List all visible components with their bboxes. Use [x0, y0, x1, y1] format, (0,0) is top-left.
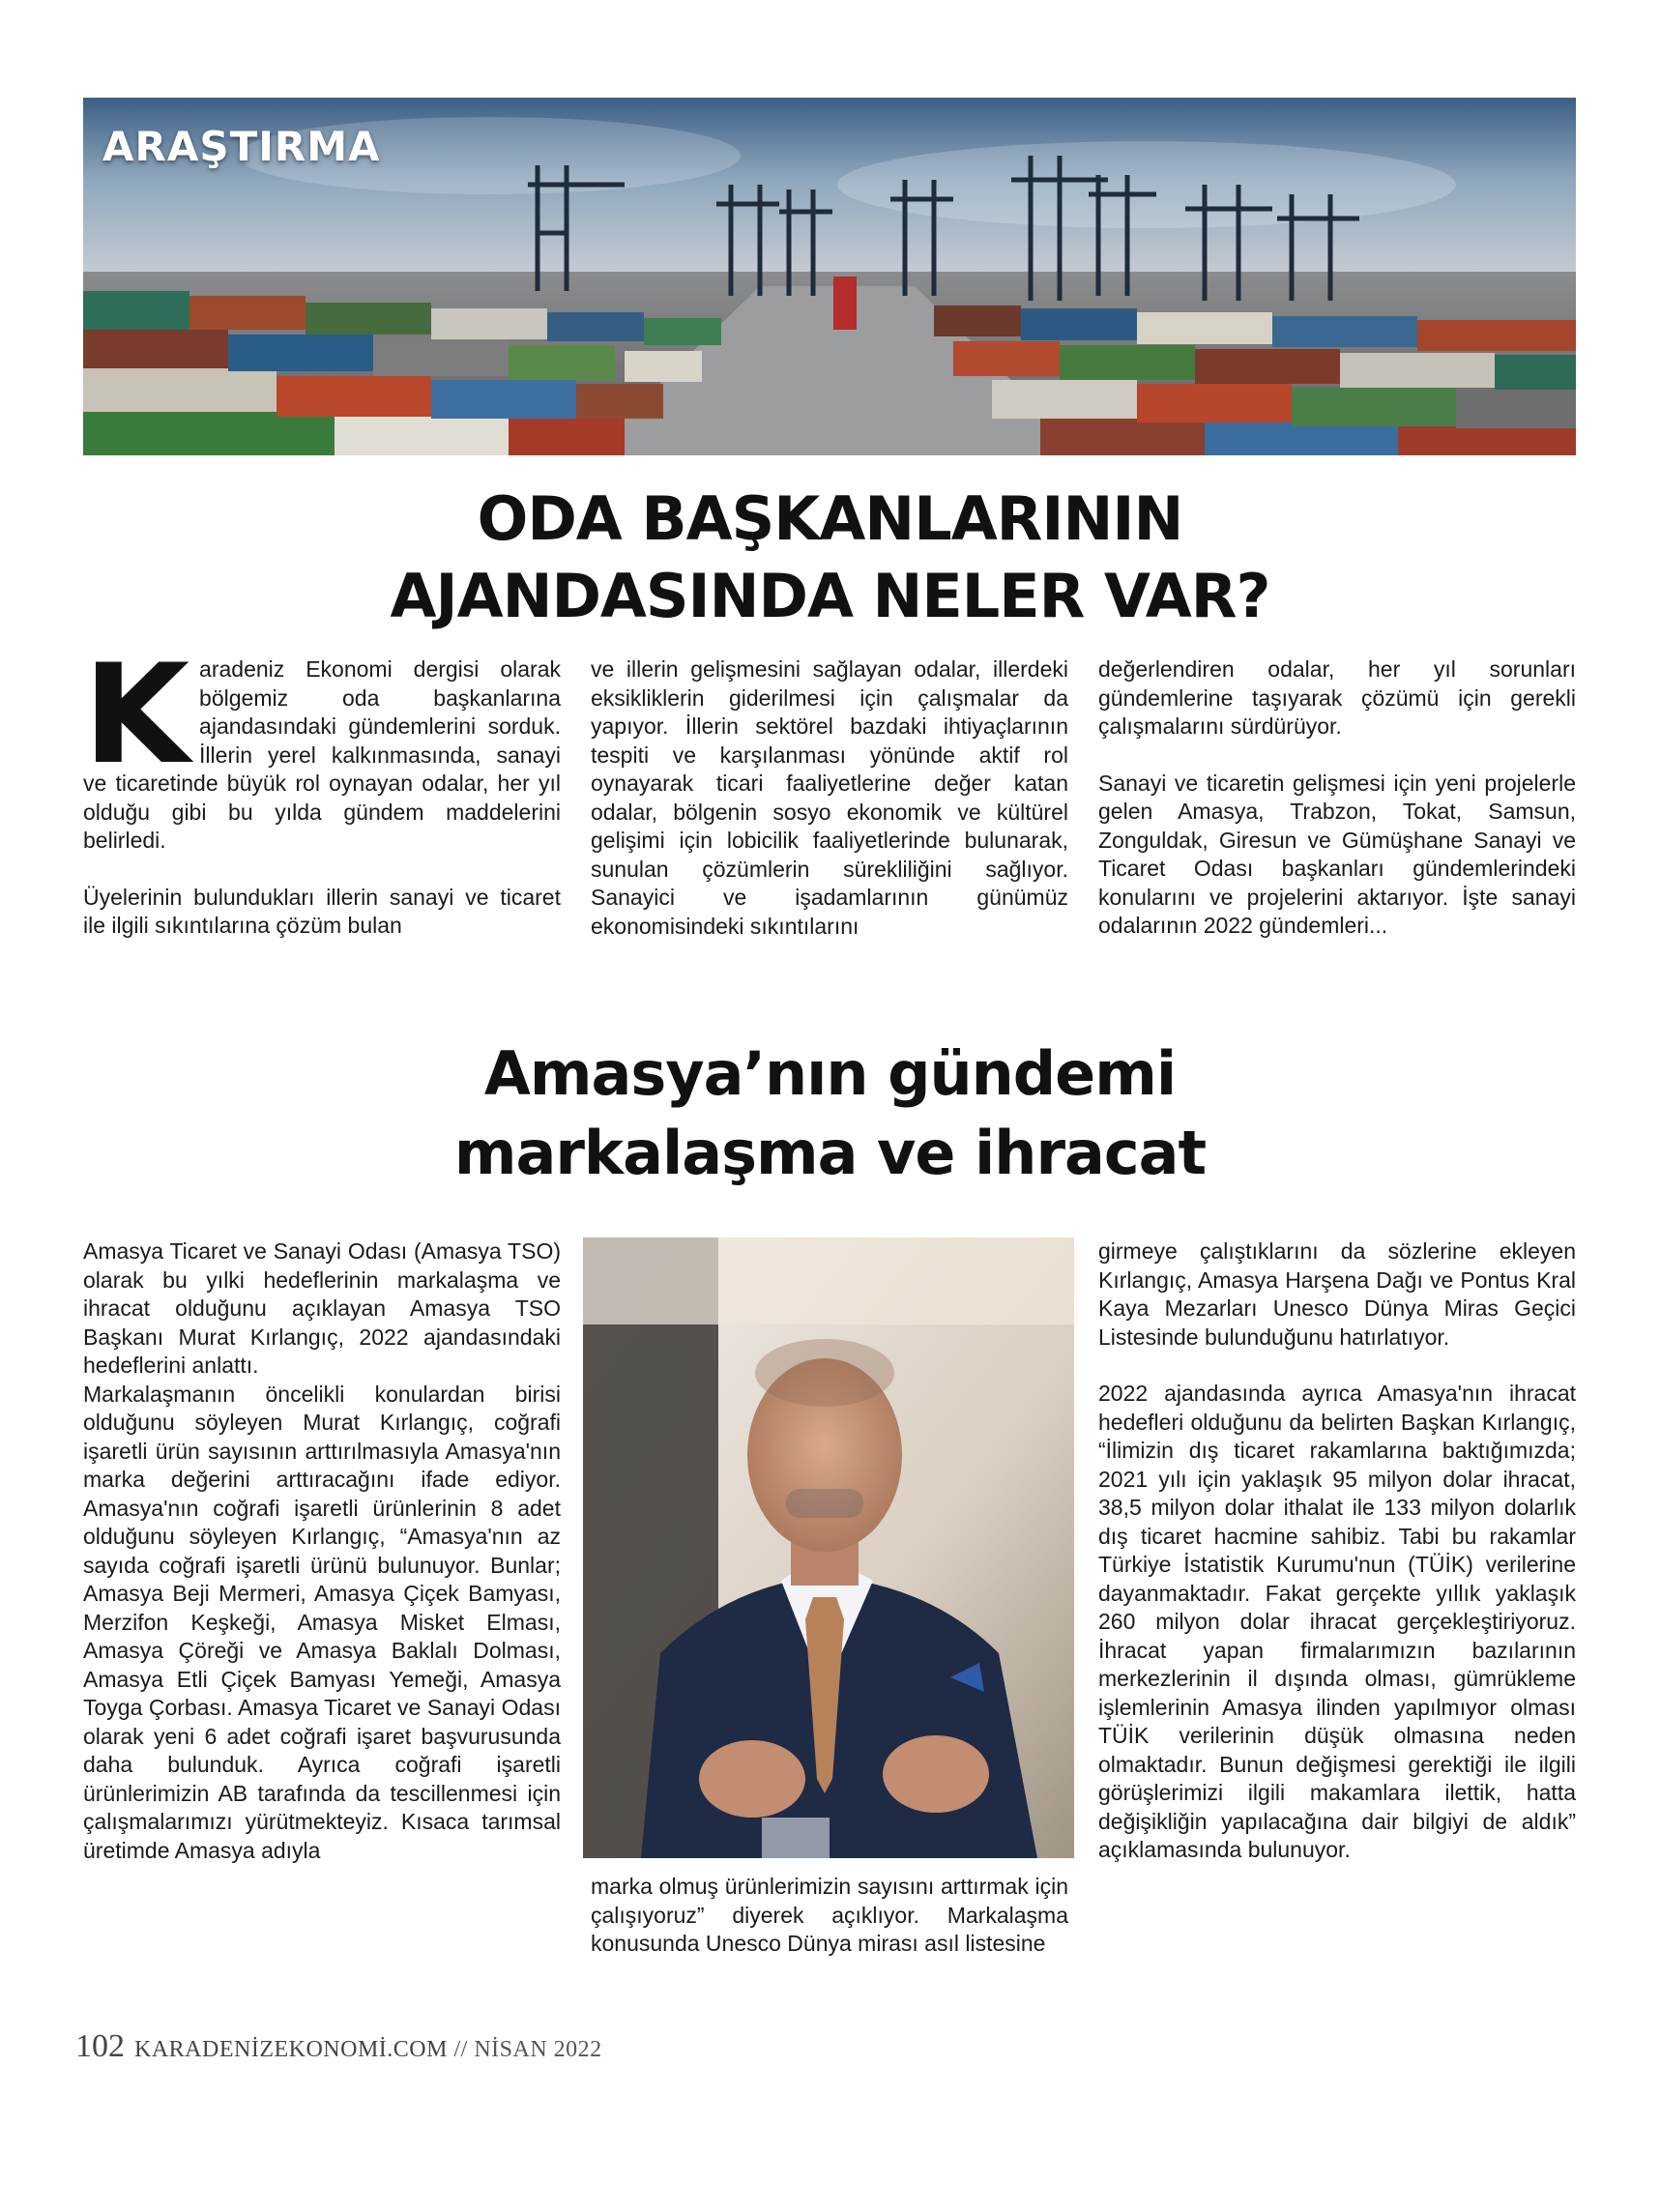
footer-issue: NİSAN 2022 [474, 2037, 602, 2062]
body-paragraph: Amasya Ticaret ve Sanayi Odası (Amasya TSO) olarak bu yılki hedeflerinin markalaşma ve ihracat olduğunu açıklayan Amasya TSO Başkanı Murat Kırlangıç, 2022 ajandasındaki hedeflerini anlattı. [83, 1238, 561, 1378]
body-column-2 [591, 1873, 1068, 1959]
article-title-line-1: ODA BAŞKANLARININ [477, 483, 1183, 554]
intro-column-2 [591, 655, 1068, 941]
intro-paragraph: Üyelerinin bulundukları illerin sanayi ve ticaret ile ilgili sıkıntılarına çözüm bulan [83, 884, 561, 938]
subarticle-title-line-2: markalaşma ve ihracat [453, 1118, 1207, 1188]
subarticle-title-line-1: Amasya’nın gündemi [483, 1038, 1177, 1109]
hero-image [83, 98, 1576, 455]
page-number: 102 [75, 2028, 125, 2064]
intro-paragraph: Karadeniz Ekonomi dergisi olarak bölgemiz oda başkanlarına ajandasındaki gündemlerini sorduk. İllerin yerel kalkınmasında, sanayi ve ticaretinde büyük rol oynayan odalar, her yıl olduğu gibi bu yılda gündem maddelerini belirledi. [83, 635, 561, 853]
body-paragraph: girmeye çalıştıklarını da sözlerine ekleyen Kırlangıç, Amasya Harşena Dağı ve Pontus Kral Kaya Mezarları Unesco Dünya Miras Geçici Listesinde bulunduğunu hatırlatıyor. [1098, 1238, 1576, 1350]
portrait-photo-icon [583, 1237, 1074, 1858]
intro-paragraph: değerlendiren odalar, her yıl sorunları gündemlerine taşıyarak çözümü için gerekli çalışmalarını sürdürüyor. [1098, 656, 1576, 739]
body-paragraph: Markalaşmanın öncelikli konulardan birisi olduğunu söyleyen Murat Kırlangıç, coğrafi işaretli ürün sayısının arttırılmasıyla Amasya'nın marka değerini arttıracağını ifade ediyor. Amasya'nın coğrafi işaretli ürünlerinin 8 adet olduğunu söyleyen Kırlangıç, “Amasya'nın az sayıda coğrafi işaretli ürünü bulunuyor. Bunlar; Amasya Beji Mermeri, Amasya Çiçek Bamyası, Merzifon Keşkeği, Amasya Misket Elması, Amasya Çöreği ve Amasya Baklalı Dolması, Amasya Etli Çiçek Bamyası Yemeği, Amasya Toyga Çorbası. Amasya Ticaret ve Sanayi Odası olarak yeni 6 adet coğrafi işaret başvurusunda daha bulunduk. Ayrıca coğrafi işaretli ürünlerimizin AB tarafında da tescillenmesi için çalışmalarımızı yürütmekteyiz. Kısaca tarımsal üretimde Amasya adıyla [83, 1381, 561, 1863]
intro-paragraph: ve illerin gelişmesini sağlayan odalar, illerdeki eksikliklerin giderilmesi için çalışmalar da yapıyor. İllerin sektörel bazdaki ihtiyaçlarının tespiti ve karşılanması yönünde aktif rol oynayarak ticari faaliyetlerine değer katan odalar, bölgenin sosyo ekonomik ve kültürel gelişimi için lobicilik faaliyetlerinde bulunarak, sunulan çözümlerin sürekliliğini sağlıyor. Sanayici ve işadamlarının günümüz ekonomisindeki sıkıntılarını [591, 656, 1068, 939]
footer-site: KARADENİZEKONOMİ.COM [134, 2037, 448, 2062]
intro-column-1 [83, 635, 561, 941]
photo-caption-role: AMASYA TSO BAŞKANI [634, 2168, 746, 2210]
body-paragraph: 2022 ajandasında ayrıca Amasya'nın ihracat hedefleri olduğunu da belirten Başkan Kırlangıç, “İlimizin dış ticaret rakamlarına baktığımızda; 2021 yılı için yaklaşık 95 milyon dolar ihracat, 38,5 milyon dolar ithalat ile 133 milyon dolarlık dış ticaret hacmine sahibiz. Tabi bu rakamlar Türkiye İstatistik Kurumu'nun (TÜİK) verilerine dayanmaktadır. Fakat gerçekte yıllık yaklaşık 260 milyon dolar ihracat gerçekleştiriyoruz. İhracat yapan firmalarımızın bazılarının merkezlerinin il dışında olması, gümrükleme işlemlerinin Amasya ilinden yapılmıyor olması TÜİK verilerinin düşük olmasına neden olmaktadır. Bunun değişmesi gerektiği ile ilgili görüşlerimizi ilgili makamlara ilettik, hatta değişikliğin yapılacağına dair bilgiyi de aldık” açıklamasında bulunuyor. [1098, 1381, 1576, 1862]
intro-column-3 [1098, 655, 1576, 941]
footer-separator: // [447, 2037, 475, 2062]
body-column-1 [83, 1237, 561, 1865]
section-label: ARAŞTIRMA [102, 123, 381, 170]
body-column-3 [1098, 1237, 1576, 1865]
intro-paragraph: Sanayi ve ticaretin gelişmesi için yeni projelerle gelen Amasya, Trabzon, Tokat, Samsun, Zonguldak, Giresun ve Gümüşhane Sanayi ve Ticaret Odası başkanları gündemlerindeki konularını ve projelerini aktarıyor. İşte sanayi odalarının 2022 gündemleri... [1098, 770, 1576, 938]
subarticle-title [0, 1034, 1660, 1193]
photo-caption-name: MURAT KIRLANGIÇ [600, 2141, 780, 2162]
drop-cap: K [83, 635, 190, 795]
body-paragraph: marka olmuş ürünlerimizin sayısını arttırmak için çalışıyoruz” diyerek açıklıyor. Markalaşma konusunda Unesco Dünya mirası asıl listesine [591, 1874, 1068, 1956]
article-title [0, 480, 1660, 635]
article-title-line-2: AJANDASINDA NELER VAR? [390, 561, 1270, 631]
page-footer [75, 2028, 602, 2065]
